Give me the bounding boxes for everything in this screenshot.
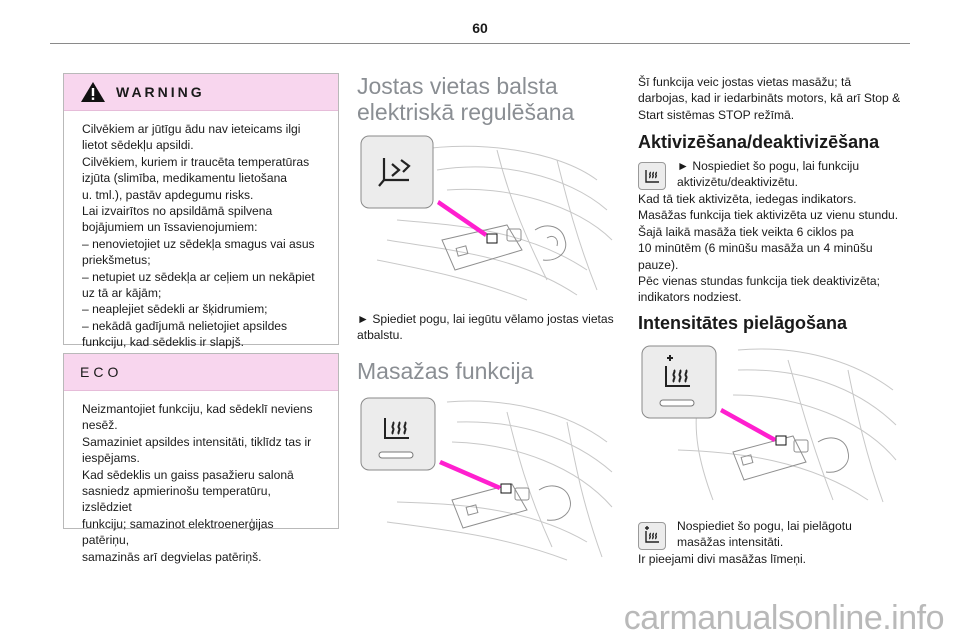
warning-title: WARNING [116,84,205,100]
lumbar-seat-illustration [357,130,617,302]
eco-text: Neizmantojiet funkciju, kad sēdeklī neviens nesēž. Samaziniet apsildes intensitāti, tiklīdz tas ir iespējams. Kad sēdeklis un gaiss pasažieru salonā sasniedz apmierinošu temperatūru, izslēdziet funkciju; samazinot elektroenerģijas patēriņu, samazinās arī degvielas patēriņš. [82,402,313,564]
top-divider [50,43,910,44]
intensity-button-icon [638,522,666,550]
lumbar-instruction: ► Spiediet pogu, lai iegūtu vēlamo jostas vietas atbalstu. [357,312,614,343]
eco-box [63,353,339,564]
eco-title: ECO [80,364,123,380]
warning-triangle-icon [80,81,106,103]
eco-header [64,354,338,391]
intensity-heading: Intensitātes pielāgošana [638,313,848,333]
activation-text: Kad tā tiek aktivizēta, iedegas indikators. Masāžas funkcija tiek aktivizēta uz vienu stundu. Šajā laikā masāža tiek veikta 6 ciklos pa 10 minūtēm (6 minūšu masāža un 4 minūšu pauze). Pēc vienas stundas funkcija tiek deaktivizēta; indikators nodziest. [638,192,899,305]
massage-heading: Masažas funkcija [357,358,534,384]
massage-intro: Šī funkcija veic jostas vietas masāžu; tā darbojas, kad ir iedarbināts motors, kā arī Stop & Start sistēmas STOP režīmā. [638,75,901,122]
massage-seat-illustration [357,392,617,562]
warning-text: Cilvēkiem ar jūtīgu ādu nav ieteicams ilgi lietot sēdekļu apsildi. Cilvēkiem, kuriem ir traucēta temperatūras izjūta (slimība, medikamentu lietošana u. tml.), pastāv apdegumu risks. Lai izvairītos no apsildāmā spilvena bojājumiem un īssavienojumiem: – nenovietojiet uz sēdekļa smagus vai asus priekšmetus; – netupiet uz sēdekļa ar ceļiem un nekāpiet uz tā ar kājām; – neaplejiet sēdekli ar šķidrumiem; – nekādā gadījumā nelietojiet apsildes funkciju, kad sēdeklis ir slapjš. [82,122,315,350]
warning-box [63,73,339,350]
intensity-seat-illustration [638,340,898,505]
page-number: 60 [472,20,488,36]
intensity-note: Ir pieejami divi masāžas līmeņi. [638,552,807,566]
intensity-step: Nospiediet šo pogu, lai pielāgotu masāžas intensitāti. [677,519,852,550]
activation-step: ► Nospiediet šo pogu, lai funkciju aktivizētu/deaktivizētu. [677,159,860,190]
lumbar-heading: Jostas vietas balsta elektriskā regulēšana [357,73,575,125]
massage-button-icon [638,162,666,190]
warning-header [64,74,338,111]
activation-heading: Aktivizēšana/deaktivizēšana [638,132,880,152]
watermark: carmanualsonline.info [623,599,944,637]
